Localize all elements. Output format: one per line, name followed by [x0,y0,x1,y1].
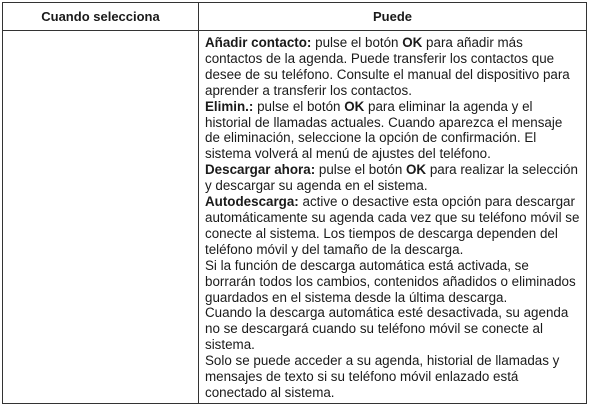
entry-elimin [205,99,580,163]
entry-text: pulse el botón [257,98,345,114]
entry-text: active o desactive esta opción para descargar automáticamente su agenda cada vez que su teléfono móvil se conecte al sistema. Los tiempos de descarga dependen del teléfono móvil y del tamaño de la descarga. [205,194,580,257]
entry-autodescarga [205,194,580,258]
entry-text: para eliminar la agenda y el historial de llamadas actuales. Cuando aparezca el mensaje de eliminación, seleccione la opción de confirmación. El sistema volverá al menú de ajustes del teléfono. [205,98,563,162]
ok-label: OK [344,98,365,114]
entry-term: Autodescarga: [205,194,299,210]
entry-term: Descargar ahora: [205,162,316,178]
paragraph-descarga-desactivada: Cuando la descarga automática esté desactivada, su agenda no se descargará cuando su teléfono móvil se conecte al sistema. [205,305,569,353]
paragraph-acceso-agenda: Solo se puede acceder a su agenda, historial de llamadas y mensajes de texto si su teléfono móvil enlazado está conectado al sistema. [205,353,560,400]
description-cell [199,31,587,404]
header-row [3,3,587,31]
entry-text: para realizar la selección y descargar su agenda en el sistema. [205,162,578,194]
options-table [2,2,587,404]
paragraph-descarga-activada: Si la función de descarga automática está activada, se borrarán todos los cambios, contenidos añadidos o eliminados guardados en el sistema desde la última descarga. [205,257,576,305]
ok-label: OK [402,35,423,50]
entry-descargar-ahora [205,162,580,194]
selection-cell [3,31,199,404]
entry-term: Elimin.: [205,98,254,114]
entry-term: Añadir contacto: [205,35,312,50]
entry-text: pulse el botón [315,35,403,50]
table-row [3,31,587,404]
entry-text: para añadir más contactos de la agenda. Puede transferir los contactos que desee de su teléfono. Consulte el manual del dispositivo para aprender a transferir los contactos. [205,35,570,98]
ok-label: OK [406,162,427,178]
entry-text: pulse el botón [318,162,406,178]
entry-anadir-contacto [205,35,580,99]
header-cuando-selecciona: Cuando selecciona [3,3,199,31]
header-puede: Puede [199,3,587,31]
